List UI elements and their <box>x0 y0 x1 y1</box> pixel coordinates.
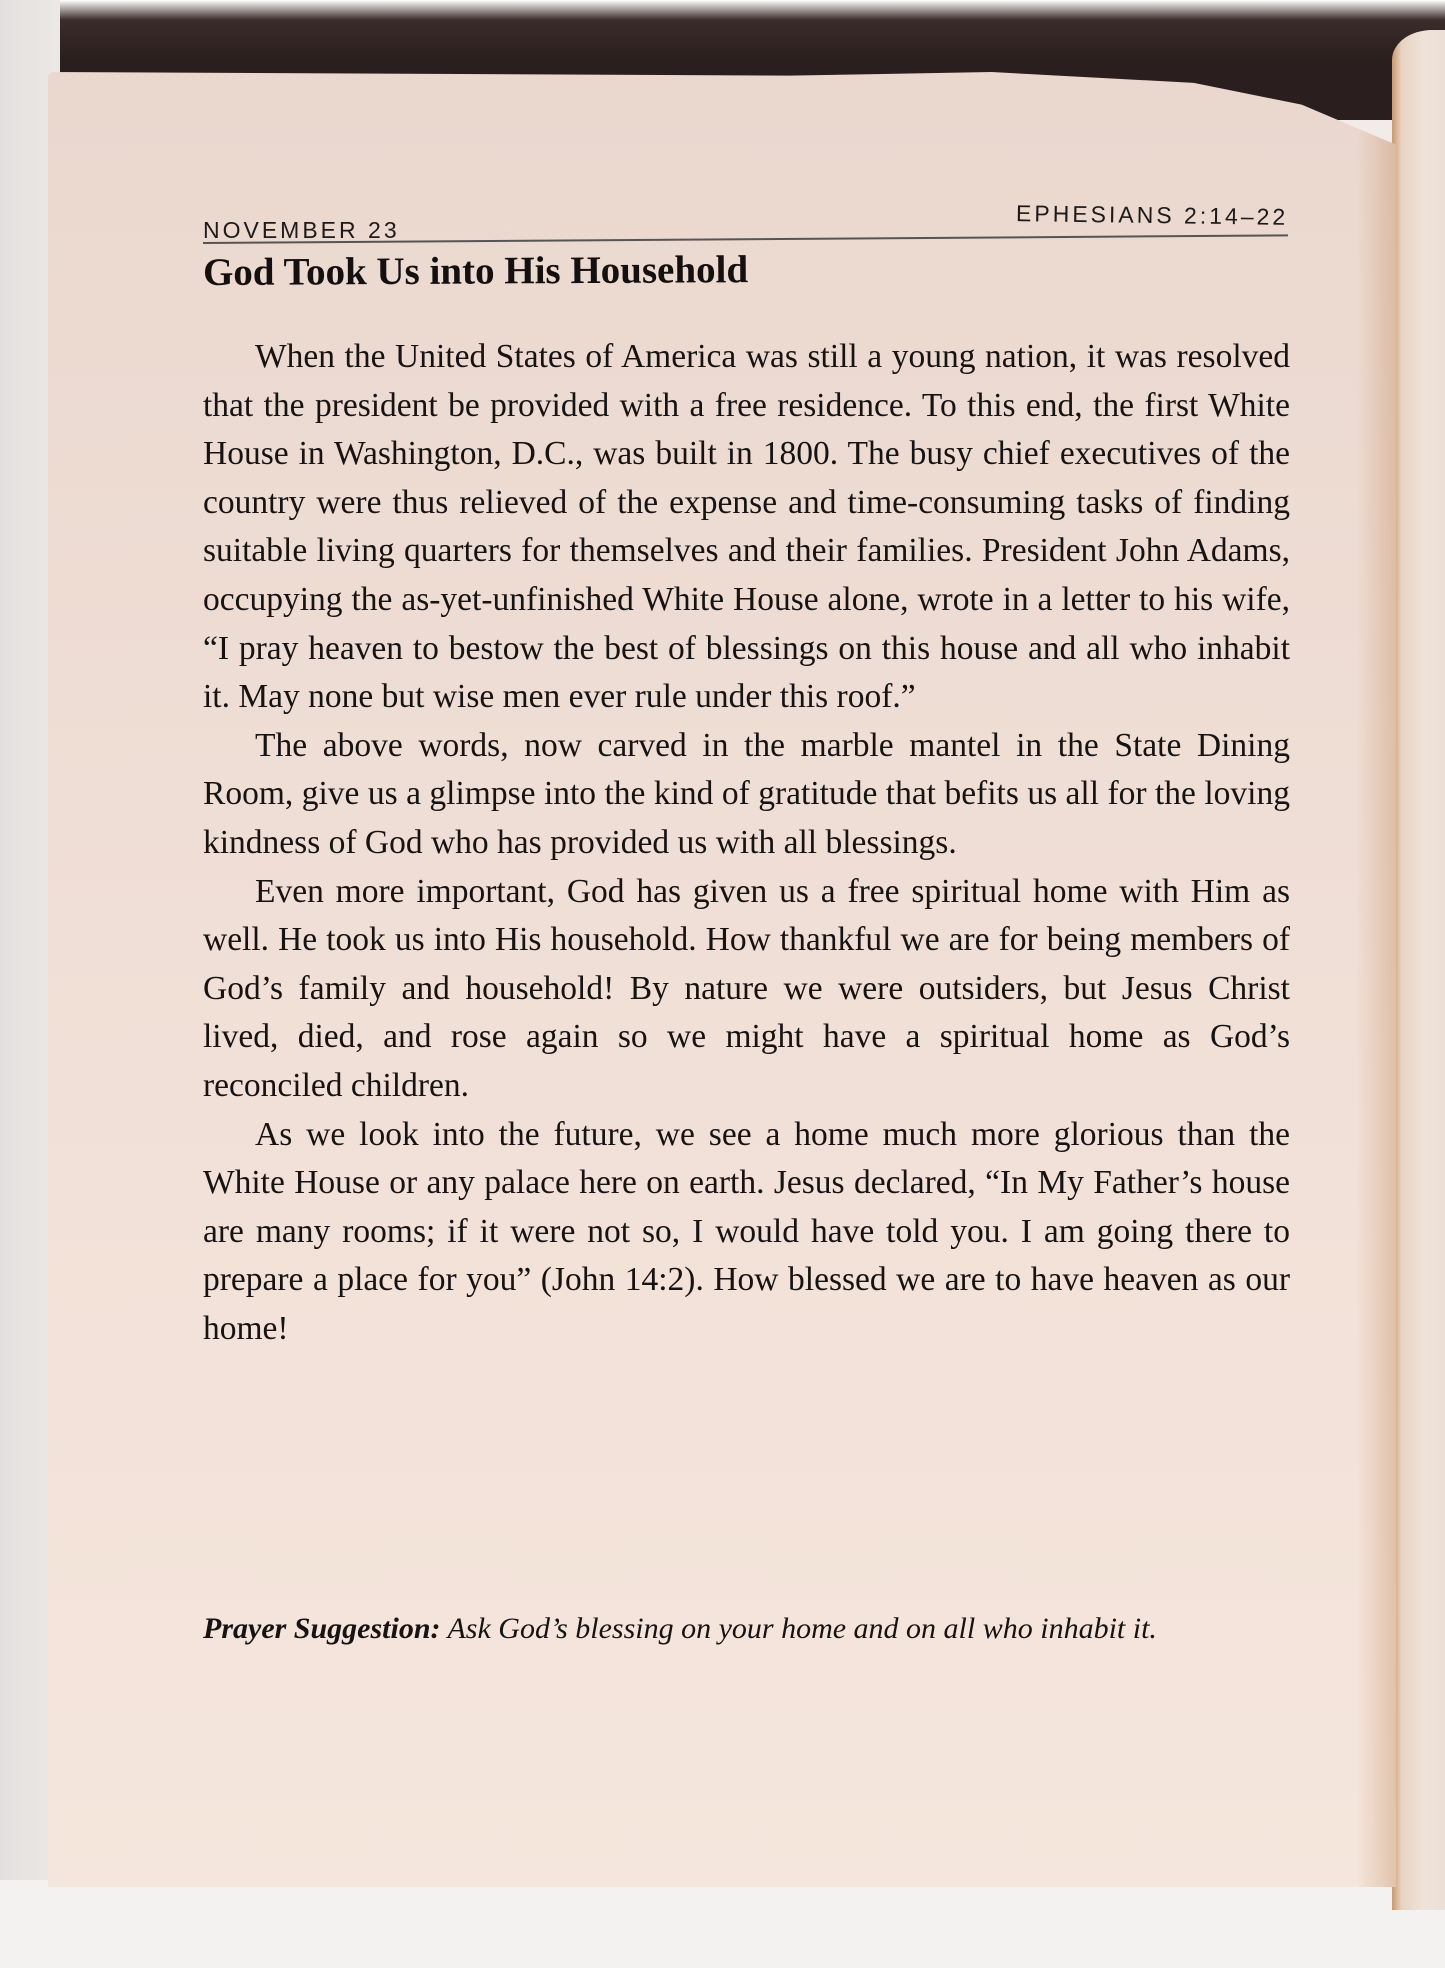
prayer-text: Ask God’s blessing on your home and on all who inhabit it. <box>440 1612 1157 1645</box>
paragraph: Even more important, God has given us a free spiritual home with Him as well. He took us into His household. How thankful we are for being members of God’s family and household! By nature we were outsiders, but Jesus Christ lived, died, and rose again so we might have a spiritual home as God’s reconciled children. <box>203 872 1290 1104</box>
facing-page-edge <box>1392 30 1445 1910</box>
devotional-title: God Took Us into His Household <box>202 248 749 294</box>
prayer-label: Prayer Suggestion: <box>203 1612 441 1645</box>
background-surface <box>0 1880 1445 1968</box>
prayer-suggestion <box>203 1608 1290 1650</box>
devotional-date: NOVEMBER 23 <box>203 217 400 243</box>
devotional-body <box>203 333 1290 1353</box>
paragraph: As we look into the future, we see a home much more glorious than the White House or any palace here on earth. Jesus declared, “In My Father’s house are many rooms; if it were not so, I would have told you. I am going there to prepare a place for you” (John 14:2). How blessed we are to have heaven as our home! <box>203 1115 1290 1347</box>
scripture-reference: EPHESIANS 2:14–22 <box>1015 200 1289 230</box>
paragraph: The above words, now carved in the marble mantel in the State Dining Room, give us a glimpse into the kind of gratitude that befits us all for the loving kindness of God who has provided us with all blessings. <box>203 726 1290 861</box>
paragraph: When the United States of America was still a young nation, it was resolved that the president be provided with a free residence. To this end, the first White House in Washington, D.C., was built in 1800. The busy chief executives of the country were thus relieved of the expense and time-consuming tasks of finding suitable living quarters for themselves and their families. President John Adams, occupying the as-yet-unfinished White House alone, wrote in a letter to his wife, “I pray heaven to bestow the best of blessings on this house and all who inhabit it. May none but wise men ever rule under this roof.” <box>203 338 1290 716</box>
